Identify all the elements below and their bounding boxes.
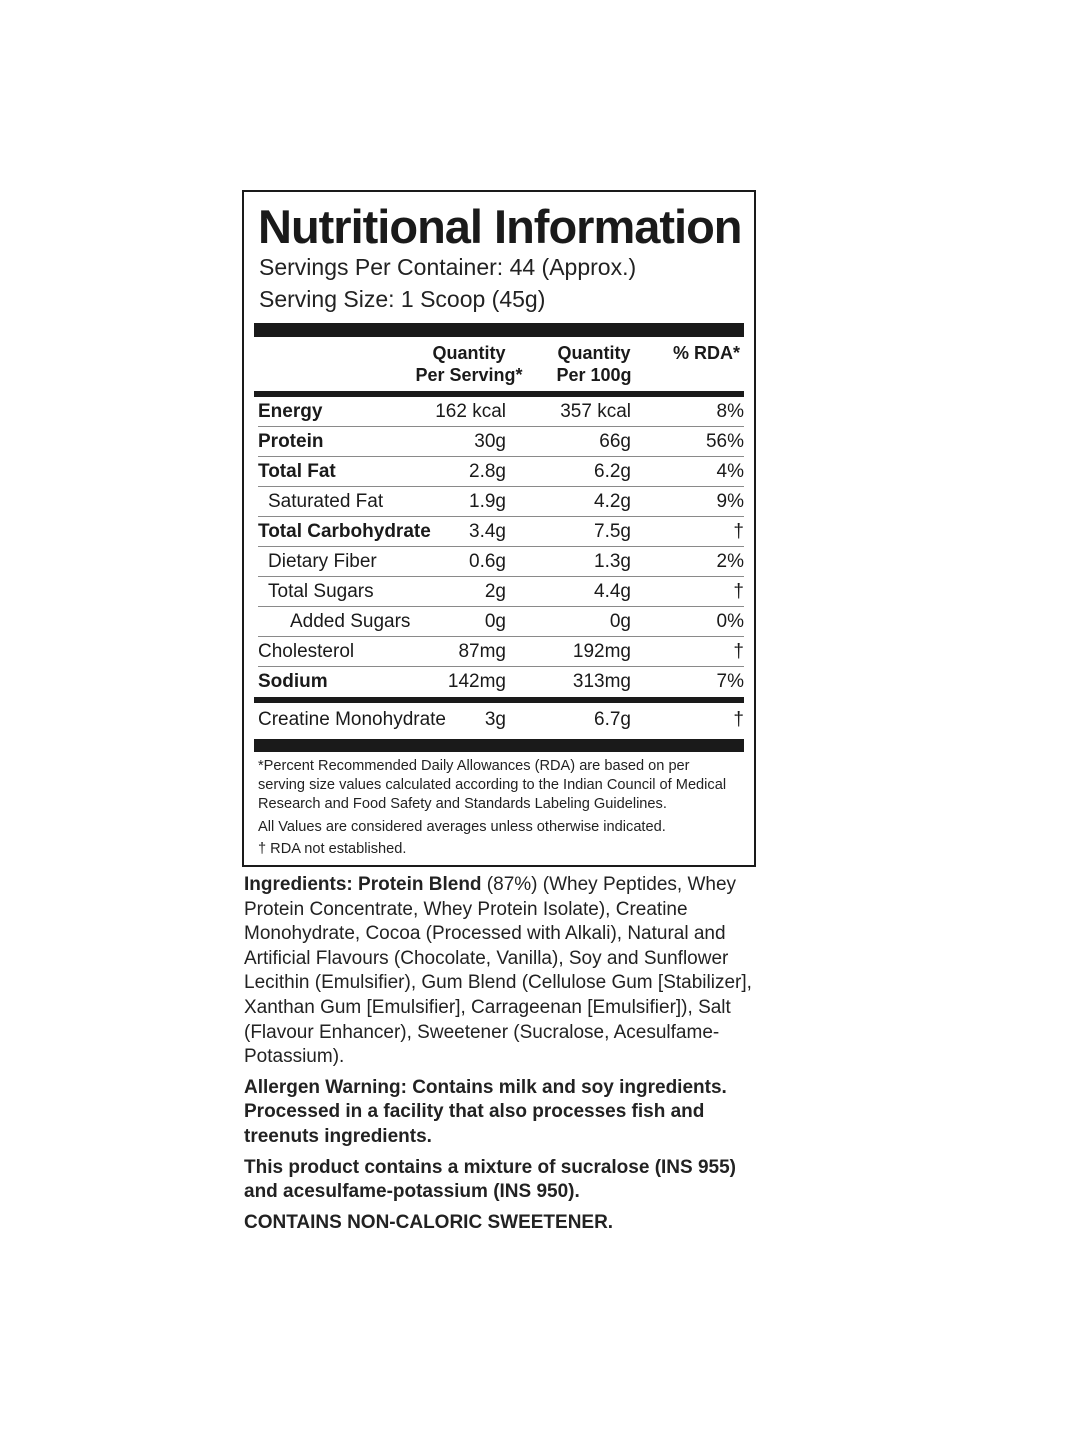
label-title: Nutritional Information (258, 200, 742, 253)
per-100g-value: 66g (599, 431, 631, 452)
rda-footnote-line: serving size values calculated according to the Indian Council of Medical (258, 777, 727, 793)
nutrient-name: Total Carbohydrate (258, 521, 431, 542)
per-serving-value: 3g (484, 709, 506, 730)
per-serving-value: 162 kcal (435, 401, 506, 422)
ingredients-paragraph (244, 873, 754, 1070)
nutrient-name: Total Fat (258, 461, 336, 482)
nutrient-name: Sodium (258, 671, 328, 692)
nutrient-name: Cholesterol (258, 641, 355, 662)
table-row (258, 637, 744, 667)
table-row (258, 427, 744, 457)
rda-value: † (733, 581, 744, 602)
per-100g-value: 313mg (572, 671, 631, 692)
table-row (258, 607, 744, 637)
rda-value: † (733, 709, 744, 730)
top-thick-bar (254, 323, 744, 337)
rda-value: † (733, 521, 744, 542)
bottom-thick-bar (254, 739, 744, 752)
per-serving-value: 0.6g (469, 551, 506, 572)
per-100g-value: 1.3g (594, 551, 631, 572)
per-100g-value: 4.4g (594, 581, 631, 602)
per-serving-value: 142mg (447, 671, 506, 692)
per-serving-value: 2g (484, 581, 506, 602)
table-row (258, 397, 744, 427)
table-row (258, 487, 744, 517)
per-100g-value: 4.2g (594, 491, 631, 512)
rda-value: † (733, 641, 744, 662)
label-footnotes (258, 757, 748, 859)
per-serving-value: 87mg (458, 641, 506, 662)
ingredients-text: (87%) (Whey Peptides, Whey Protein Concentrate, Whey Protein Isolate), Creatine Monohydrate, Cocoa (Processed with Alkali), Natural and Artificial Flavours (Chocolate, Vanilla), Soy and Sunflower Lecithin (Emulsifier), Gum Blend (Cellulose Gum [Stabilizer], Xanthan Gum [Emulsifier], Carrageenan [Emulsifier]), Salt (Flavour Enhancer), Sweetener (Sucralose, Acesulfame-Potassium). (244, 874, 752, 1068)
per-100g-value: 6.7g (594, 709, 631, 730)
rda-value: 2% (716, 551, 744, 572)
header-per-serving: Quantity Per Serving* (415, 343, 523, 385)
nutrition-facts-panel (242, 190, 756, 867)
ingredients-label: Ingredients: (244, 874, 353, 895)
sweetener-note: This product contains a mixture of sucralose (INS 955) and acesulfame-potassium (INS 950). (244, 1156, 737, 1203)
rda-value: 4% (716, 461, 744, 482)
table-row (258, 517, 744, 547)
rda-value: 0% (716, 611, 744, 632)
rda-value: 9% (716, 491, 744, 512)
table-row (258, 547, 744, 577)
nutrient-name: Protein (258, 431, 324, 452)
nutrient-name: Saturated Fat (268, 491, 384, 512)
table-row (258, 704, 744, 736)
per-serving-value: 3.4g (469, 521, 506, 542)
per-serving-value: 0g (484, 611, 506, 632)
rda-not-established-footnote: † RDA not established. (258, 841, 407, 857)
nutrient-name: Dietary Fiber (268, 551, 377, 572)
nutrient-name: Creatine Monohydrate (258, 709, 446, 730)
per-100g-value: 6.2g (594, 461, 631, 482)
nutrient-name: Energy (258, 401, 323, 422)
servings-per-container: Servings Per Container: 44 (Approx.) (259, 254, 637, 280)
per-serving-value: 2.8g (469, 461, 506, 482)
ingredients-section (244, 873, 754, 1241)
rda-value: 7% (716, 671, 744, 692)
table-row (258, 457, 744, 487)
non-caloric-note: CONTAINS NON-CALORIC SWEETENER. (244, 1211, 614, 1233)
rda-value: 56% (705, 431, 744, 452)
extra-nutrient-table (258, 704, 744, 736)
table-row (258, 667, 744, 697)
nutrient-table (258, 397, 744, 697)
per-serving-value: 30g (474, 431, 506, 452)
allergen-warning: Allergen Warning: Contains milk and soy ingredients. Processed in a facility that also processes fish and treenuts ingredients. (244, 1076, 727, 1147)
per-serving-value: 1.9g (469, 491, 506, 512)
header-per-100g: Quantity Per 100g (556, 343, 632, 385)
per-100g-value: 192mg (572, 641, 631, 662)
rda-footnote-line: *Percent Recommended Daily Allowances (RDA) are based on per (258, 758, 690, 774)
per-100g-value: 0g (609, 611, 631, 632)
per-100g-value: 7.5g (594, 521, 631, 542)
sodium-divider-bar (254, 697, 744, 703)
per-100g-value: 357 kcal (560, 401, 631, 422)
table-row (258, 577, 744, 607)
serving-size: Serving Size: 1 Scoop (45g) (259, 286, 546, 312)
protein-blend-label: Protein Blend (358, 874, 482, 895)
nutrient-name: Total Sugars (268, 581, 374, 602)
header-rda: % RDA* (672, 343, 740, 363)
rda-value: 8% (716, 401, 744, 422)
rda-footnote-line: Research and Food Safety and Standards Labeling Guidelines. (258, 796, 667, 812)
nutrient-name: Added Sugars (290, 611, 411, 632)
averages-footnote: All Values are considered averages unless otherwise indicated. (258, 819, 666, 835)
